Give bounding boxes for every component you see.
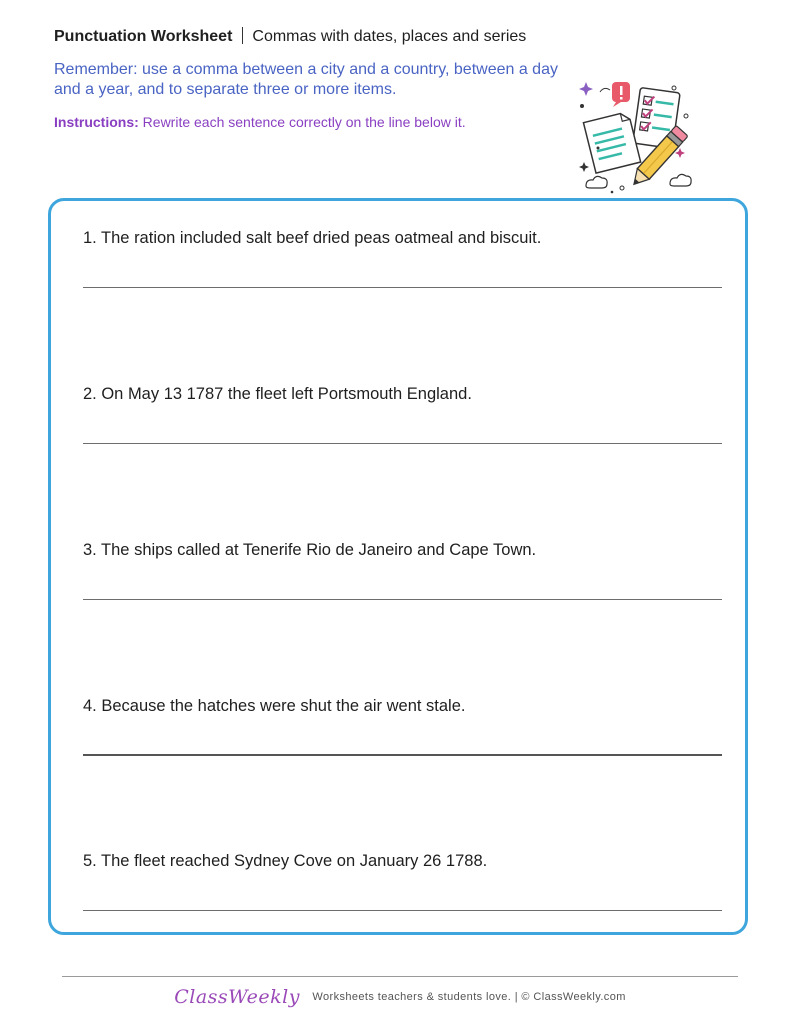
worksheet-subtitle: Commas with dates, places and series [252,28,527,45]
question-text: 1. The ration included salt beef dried peas oatmeal and biscuit. [83,229,542,247]
question-text: 2. On May 13 1787 the fleet left Portsmouth England. [83,385,472,403]
worksheet-header [54,27,526,46]
question-5 [83,852,723,871]
question-1 [83,229,723,248]
worksheet-checklist-pencil-icon [576,76,694,194]
brand-logo: ClassWeekly [174,986,300,1008]
footer-tagline: Worksheets teachers & students love. | © ClassWeekly.com [312,991,626,1003]
question-4 [83,697,723,716]
question-text: 4. Because the hatches were shut the air went stale. [83,697,466,715]
instructions-label: Instructions: [54,114,139,130]
instructions [54,114,466,130]
questions-card [48,198,748,935]
question-text: 5. The fleet reached Sydney Cove on January 26 1788. [83,852,488,870]
answer-line[interactable] [83,443,722,444]
footer [0,986,800,1008]
instructions-text: Rewrite each sentence correctly on the line below it. [142,114,466,130]
worksheet-title: Punctuation Worksheet [54,28,233,45]
answer-line[interactable] [83,910,722,911]
answer-line[interactable] [83,287,722,288]
remember-note: Remember: use a comma between a city and a country, between a day and a year, and to separate three or more items. [54,61,558,98]
answer-line[interactable] [83,754,722,756]
question-3 [83,541,723,560]
question-2 [83,385,723,404]
answer-line[interactable] [83,599,722,600]
question-text: 3. The ships called at Tenerife Rio de Janeiro and Cape Town. [83,541,537,559]
header-divider [242,27,243,44]
footer-divider [62,976,738,977]
